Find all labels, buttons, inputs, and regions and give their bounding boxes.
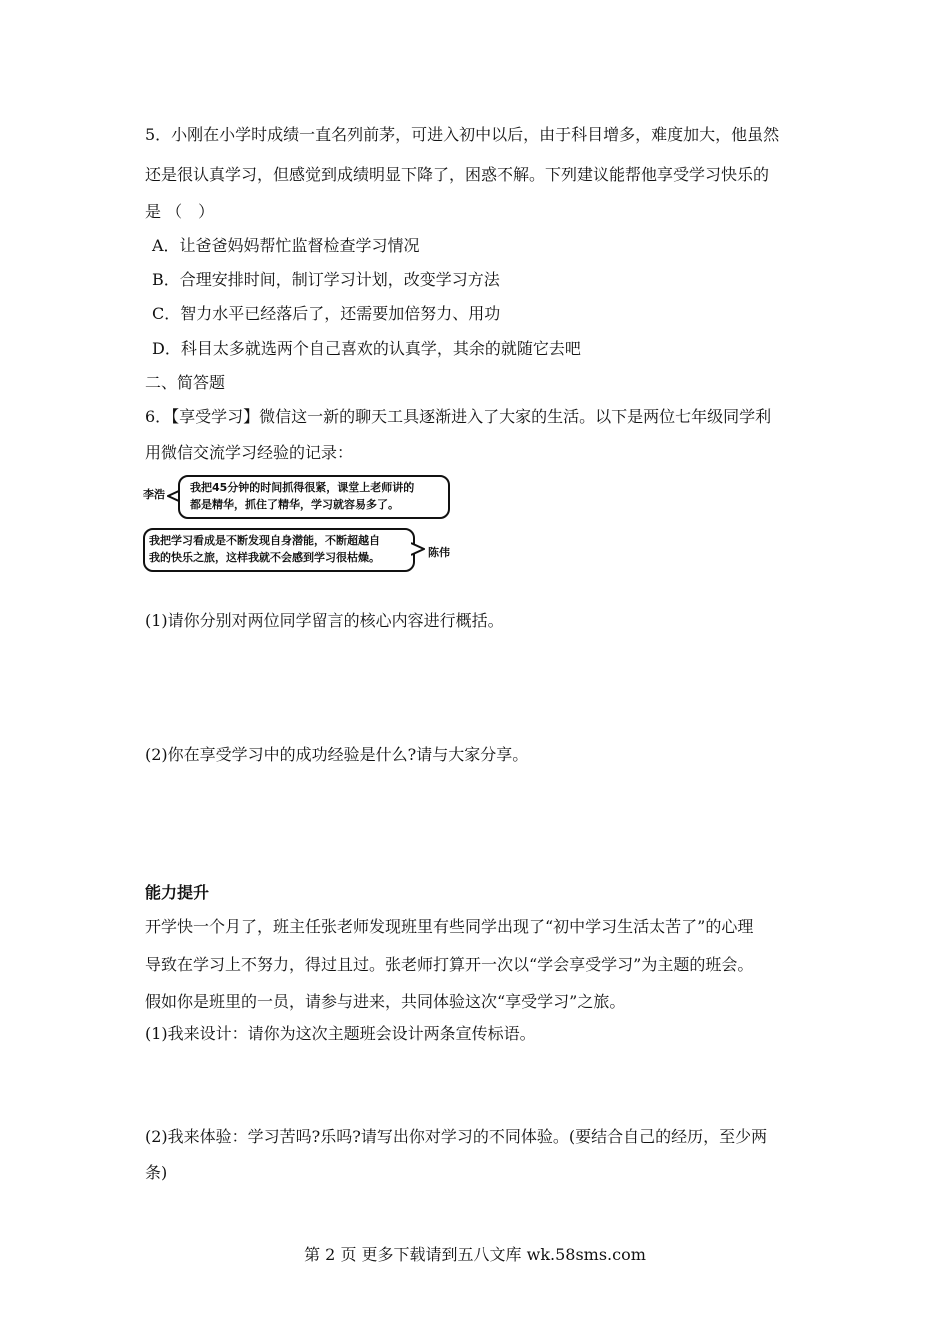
ability-paragraph: 假如你是班里的一员，请参与进来，共同体验这次“享受学习”之旅。 xyxy=(145,992,626,1011)
question-6-text: 用微信交流学习经验的记录： xyxy=(145,443,354,462)
question-5-text: 还是很认真学习，但感觉到成绩明显下降了，困惑不解。下列建议能帮他享受学习快乐的 xyxy=(145,165,770,184)
question-5-text: 5．小刚在小学时成绩一直名列前茅，可进入初中以后，由于科目增多，难度加大，他虽然 xyxy=(145,125,780,144)
question-6-sub-1: (1)请你分别对两位同学留言的核心内容进行概括。 xyxy=(145,611,504,630)
option-d: D．科目太多就选两个自己喜欢的认真学，其余的就随它去吧 xyxy=(152,339,581,358)
page-footer: 第 2 页 更多下载请到五八文库 wk.58sms.com xyxy=(304,1245,646,1264)
wechat-chat-image xyxy=(143,472,458,576)
ability-paragraph: 导致在学习上不努力，得过且过。张老师打算开一次以“学会享受学习”为主题的班会。 xyxy=(145,955,754,974)
chat-bubble xyxy=(178,475,450,519)
section-heading: 二、简答题 xyxy=(145,373,226,392)
option-a: A．让爸爸妈妈帮忙监督检查学习情况 xyxy=(152,236,420,255)
ability-sub-2: 条) xyxy=(145,1163,168,1182)
chat-message: 我的快乐之旅，这样我就不会感到学习很枯燥。 xyxy=(149,551,380,564)
ability-heading: 能力提升 xyxy=(145,883,210,902)
bubble-tail xyxy=(411,542,425,556)
speaker-name: 陈伟 xyxy=(428,546,450,559)
question-6-sub-2: (2)你在享受学习中的成功经验是什么?请与大家分享。 xyxy=(145,745,529,764)
question-5-text: 是 （ ） xyxy=(145,202,215,221)
chat-message: 我把学习看成是不断发现自身潜能，不断超越自 xyxy=(149,534,380,547)
option-b: B．合理安排时间，制订学习计划，改变学习方法 xyxy=(152,270,500,289)
ability-paragraph: 开学快一个月了，班主任张老师发现班里有些同学出现了“初中学习生活太苦了”的心理 xyxy=(145,917,754,936)
chat-bubble xyxy=(143,528,415,572)
option-c: C．智力水平已经落后了，还需要加倍努力、用功 xyxy=(152,304,501,323)
ability-sub-2: (2)我来体验：学习苦吗?乐吗?请写出你对学习的不同体验。(要结合自己的经历，至少两 xyxy=(145,1127,768,1146)
question-6-text: 6．【享受学习】微信这一新的聊天工具逐渐进入了大家的生活。以下是两位七年级同学利 xyxy=(145,407,772,426)
chat-message: 都是精华，抓住了精华，学习就容易多了。 xyxy=(190,498,399,511)
ability-sub-1: (1)我来设计：请你为这次主题班会设计两条宣传标语。 xyxy=(145,1024,536,1043)
speaker-name: 李浩 xyxy=(143,488,165,501)
chat-message: 我把45分钟的时间抓得很紧，课堂上老师讲的 xyxy=(190,481,415,494)
